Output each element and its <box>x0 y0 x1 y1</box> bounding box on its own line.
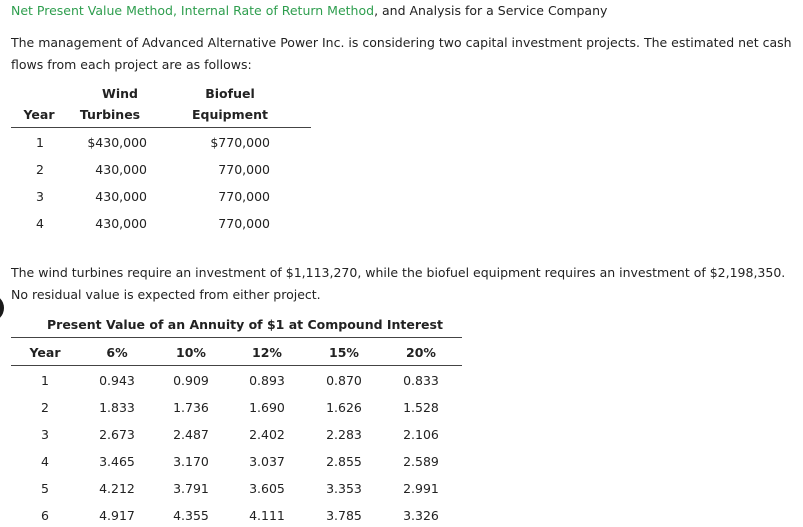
cash-wind-value: 430,000 <box>95 216 147 231</box>
pv-value-12pct: 0.893 <box>249 373 285 388</box>
investment-paragraph: The wind turbines require an investment of $1,113,270, while the biofuel equipment requires an investment of $2,198,350. No residual value is expected from either project. <box>11 265 786 302</box>
pv-value-10pct: 0.909 <box>173 373 209 388</box>
pv-value-10pct: 2.487 <box>173 427 209 442</box>
cash-wind-value: 430,000 <box>95 162 147 177</box>
header-biofuel-line1: Biofuel <box>205 86 255 101</box>
cash-wind-value: 430,000 <box>95 189 147 204</box>
pv-value-20pct: 2.991 <box>403 481 439 496</box>
pv-year: 5 <box>41 481 49 496</box>
pv-value-12pct: 1.690 <box>249 400 285 415</box>
problem-title <box>11 3 607 18</box>
header-biofuel-line2: Equipment <box>192 107 268 122</box>
pv-value-6pct: 1.833 <box>99 400 135 415</box>
pv-value-6pct: 3.465 <box>99 454 135 469</box>
header-wind-line1: Wind <box>102 86 138 101</box>
pv-value-15pct: 2.855 <box>326 454 362 469</box>
title-link-irr[interactable]: Internal Rate of Return Method <box>180 3 375 18</box>
cash-biofuel-value: 770,000 <box>218 216 270 231</box>
cash-wind-value: $430,000 <box>87 135 147 150</box>
pv-table-title: Present Value of an Annuity of $1 at Compound Interest <box>47 317 443 332</box>
cash-table-header-rule <box>11 127 311 128</box>
pv-value-15pct: 1.626 <box>326 400 362 415</box>
side-handle <box>0 294 4 322</box>
pv-header-rule <box>11 365 462 366</box>
pv-value-12pct: 4.111 <box>249 508 285 523</box>
intro-paragraph: The management of Advanced Alternative Power Inc. is considering two capital investment projects. The estimated net cash flows from each project are as follows: <box>11 35 792 72</box>
pv-value-20pct: 3.326 <box>403 508 439 523</box>
cash-biofuel-value: 770,000 <box>218 162 270 177</box>
cash-biofuel-value: $770,000 <box>210 135 270 150</box>
pv-value-6pct: 4.212 <box>99 481 135 496</box>
pv-year: 6 <box>41 508 49 523</box>
pv-value-20pct: 1.528 <box>403 400 439 415</box>
pv-value-20pct: 2.106 <box>403 427 439 442</box>
pv-value-20pct: 2.589 <box>403 454 439 469</box>
pv-header-20pct: 20% <box>406 345 436 360</box>
pv-value-10pct: 3.791 <box>173 481 209 496</box>
pv-title-rule <box>11 337 462 338</box>
pv-header-15pct: 15% <box>329 345 359 360</box>
pv-value-15pct: 3.785 <box>326 508 362 523</box>
pv-header-10pct: 10% <box>176 345 206 360</box>
pv-value-6pct: 2.673 <box>99 427 135 442</box>
cash-year: 4 <box>36 216 44 231</box>
pv-value-15pct: 0.870 <box>326 373 362 388</box>
pv-value-10pct: 3.170 <box>173 454 209 469</box>
title-link-npv[interactable]: Net Present Value Method, <box>11 3 181 18</box>
pv-value-12pct: 2.402 <box>249 427 285 442</box>
pv-year: 2 <box>41 400 49 415</box>
cash-biofuel-value: 770,000 <box>218 189 270 204</box>
pv-header-year: Year <box>29 345 61 360</box>
pv-value-10pct: 4.355 <box>173 508 209 523</box>
pv-value-15pct: 2.283 <box>326 427 362 442</box>
header-wind-line2: Turbines <box>79 107 141 122</box>
cash-year: 3 <box>36 189 44 204</box>
pv-value-15pct: 3.353 <box>326 481 362 496</box>
pv-year: 1 <box>41 373 49 388</box>
title-suffix: , and Analysis for a Service Company <box>374 3 608 18</box>
pv-value-10pct: 1.736 <box>173 400 209 415</box>
pv-value-6pct: 4.917 <box>99 508 135 523</box>
header-year: Year <box>23 107 55 122</box>
pv-value-12pct: 3.605 <box>249 481 285 496</box>
pv-value-12pct: 3.037 <box>249 454 285 469</box>
cash-year: 2 <box>36 162 44 177</box>
pv-value-20pct: 0.833 <box>403 373 439 388</box>
pv-header-12pct: 12% <box>252 345 282 360</box>
cash-year: 1 <box>36 135 44 150</box>
pv-header-6pct: 6% <box>106 345 128 360</box>
pv-value-6pct: 0.943 <box>99 373 135 388</box>
pv-year: 3 <box>41 427 49 442</box>
pv-year: 4 <box>41 454 49 469</box>
